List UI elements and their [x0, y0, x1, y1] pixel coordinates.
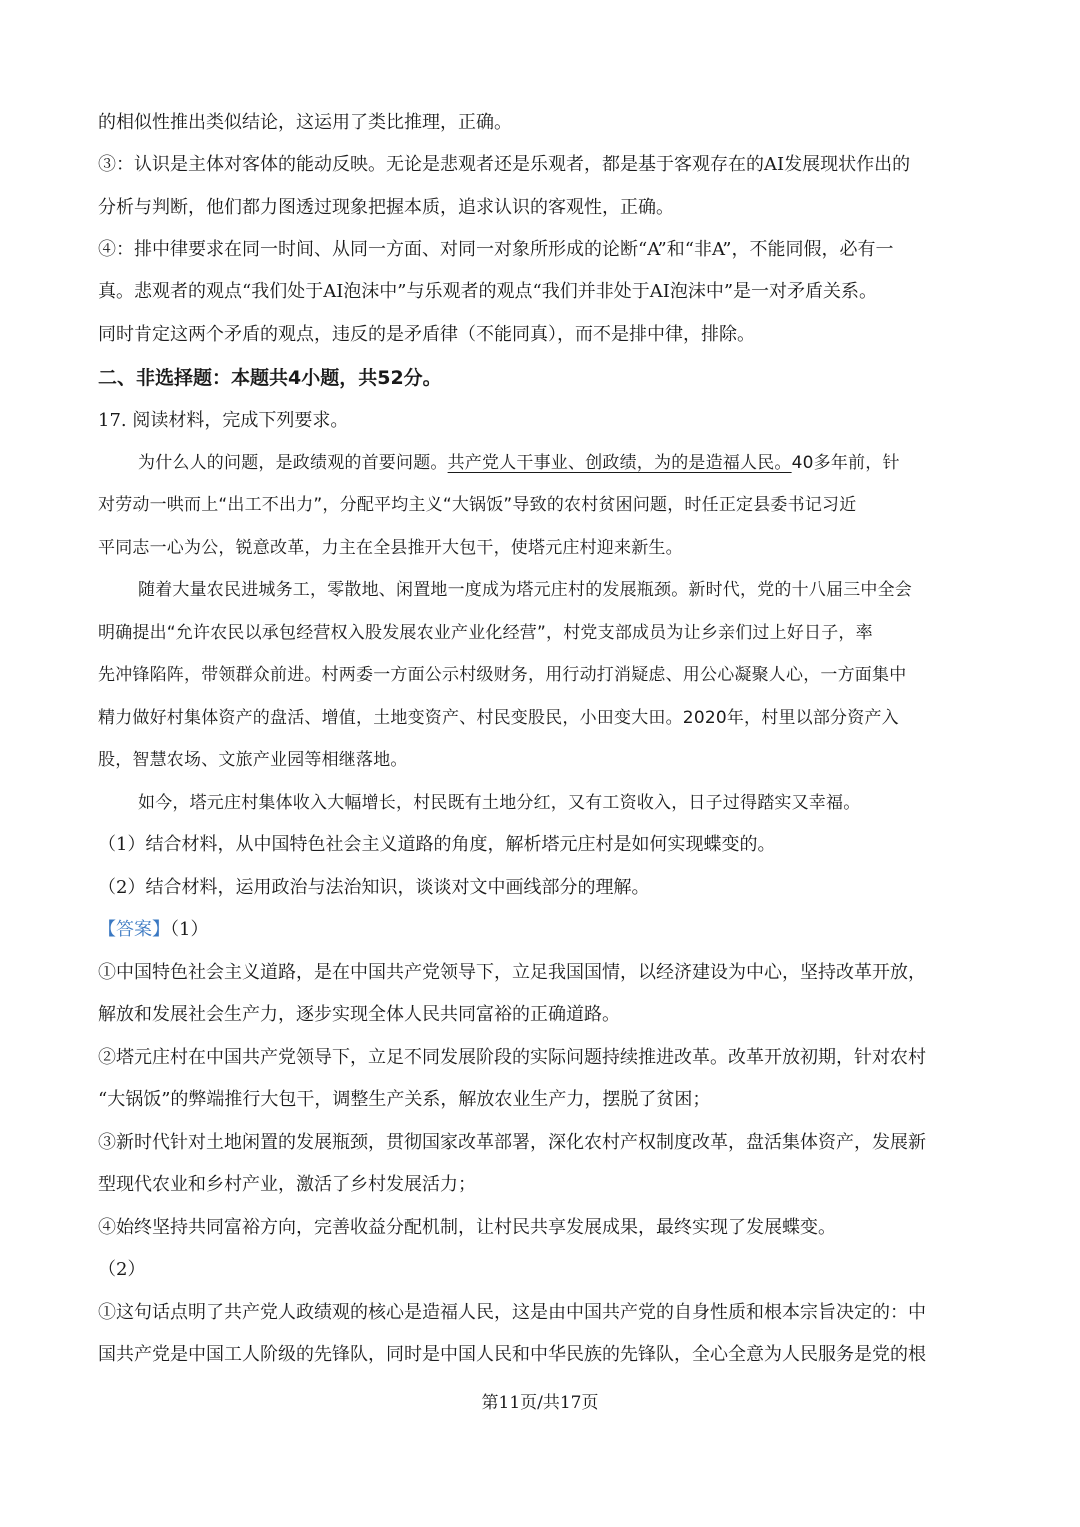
text-line: ④：排中律要求在同一时间、从同一方面、对同一对象所形成的论断“A”和“非A”，不能同假，必有一	[98, 239, 894, 260]
material-line: 如今，塔元庄村集体收入大幅增长，村民既有土地分红，又有工资收入，日子过得踏实又幸福。	[138, 793, 861, 813]
material-line: 随着大量农民进城务工，零散地、闲置地一度成为塔元庄村的发展瓶颈。新时代，党的十八届三中全会	[138, 580, 912, 600]
answer-line: ④始终坚持共同富裕方向，完善收益分配机制，让村民共享发展成果，最终实现了发展蝶变。	[98, 1217, 836, 1238]
page-number: 第11页/共17页	[481, 1393, 599, 1413]
text-line: 同时肯定这两个矛盾的观点，违反的是矛盾律（不能同真），而不是排中律，排除。	[98, 324, 755, 345]
material-line: 精力做好村集体资产的盘活、增值，土地变资产、村民变股民，小田变大田。2020年，村里以部分资产入	[98, 708, 899, 728]
answer-line: ②塔元庄村在中国共产党领导下，立足不同发展阶段的实际问题持续推进改革。改革开放初期，针对农村	[98, 1047, 926, 1068]
text-line: ③：认识是主体对客体的能动反映。无论是悲观者还是乐观者，都是基于客观存在的AI发展现状作出的	[98, 154, 911, 175]
sub-question: （1）结合材料，从中国特色社会主义道路的角度，解析塔元庄村是如何实现蝶变的。	[98, 834, 776, 855]
material-line: 对劳动一哄而上“出工不出力”，分配平均主义“大锅饭”导致的农村贫困问题，时任正定县委书记习近	[98, 495, 857, 515]
sub-question: （2）结合材料，运用政治与法治知识，谈谈对文中画线部分的理解。	[98, 877, 650, 898]
material-line: 明确提出“允许农民以承包经营权入股发展农业产业化经营”，村党支部成员为让乡亲们过上好日子，率	[98, 623, 873, 643]
answer-header	[98, 918, 988, 942]
answer-line: ③新时代针对土地闲置的发展瓶颈，贯彻国家改革部署，深化农村产权制度改革，盘活集体资产，发展新	[98, 1132, 926, 1153]
answer-line: ①这句话点明了共产党人政绩观的核心是造福人民，这是由中国共产党的自身性质和根本宗旨决定的：中	[98, 1302, 926, 1323]
answer-tag: 【答案】	[98, 919, 170, 940]
answer-line: “大锅饭”的弊端推行大包干，调整生产关系，解放农业生产力，摆脱了贫困；	[98, 1089, 711, 1110]
question-title: 17. 阅读材料，完成下列要求。	[98, 410, 349, 431]
text-line: 的相似性推出类似结论，这运用了类比推理，正确。	[98, 112, 512, 133]
material-text: 为什么人的问题，是政绩观的首要问题。	[138, 453, 448, 473]
text-line: 真。悲观者的观点“我们处于AI泡沫中”与乐观者的观点“我们并非处于AI泡沫中”是一对矛盾关系。	[98, 281, 878, 302]
answer-line: 解放和发展社会生产力，逐步实现全体人民共同富裕的正确道路。	[98, 1004, 620, 1025]
answer-line: 国共产党是中国工人阶级的先锋队，同时是中国人民和中华民族的先锋队，全心全意为人民服务是党的根	[98, 1344, 926, 1365]
material-text: 40多年前，针	[791, 453, 900, 473]
material-line: 股，智慧农场、文旅产业园等相继落地。	[98, 750, 408, 770]
answer-line: ①中国特色社会主义道路，是在中国共产党领导下，立足我国国情，以经济建设为中心，坚持改革开放，	[98, 962, 926, 983]
answer-line: 型现代农业和乡村产业，激活了乡村发展活力；	[98, 1174, 476, 1195]
text-line: 分析与判断，他们都力图透过现象把握本质，追求认识的客观性，正确。	[98, 197, 674, 218]
answer-part-label: （1）	[170, 919, 209, 940]
underlined-sentence: 共产党人干事业、创政绩，为的是造福人民。	[447, 453, 792, 473]
material-line: 先冲锋陷阵，带领群众前进。村两委一方面公示村级财务，用行动打消疑虑、用公心凝聚人心，一方面集中	[98, 665, 907, 685]
material-line	[138, 451, 988, 475]
section-heading: 二、非选择题：本题共4小题，共52分。	[98, 367, 442, 389]
answer-part-label: （2）	[98, 1259, 146, 1280]
material-line: 平同志一心为公，锐意改革，力主在全县推开大包干，使塔元庄村迎来新生。	[98, 538, 683, 558]
